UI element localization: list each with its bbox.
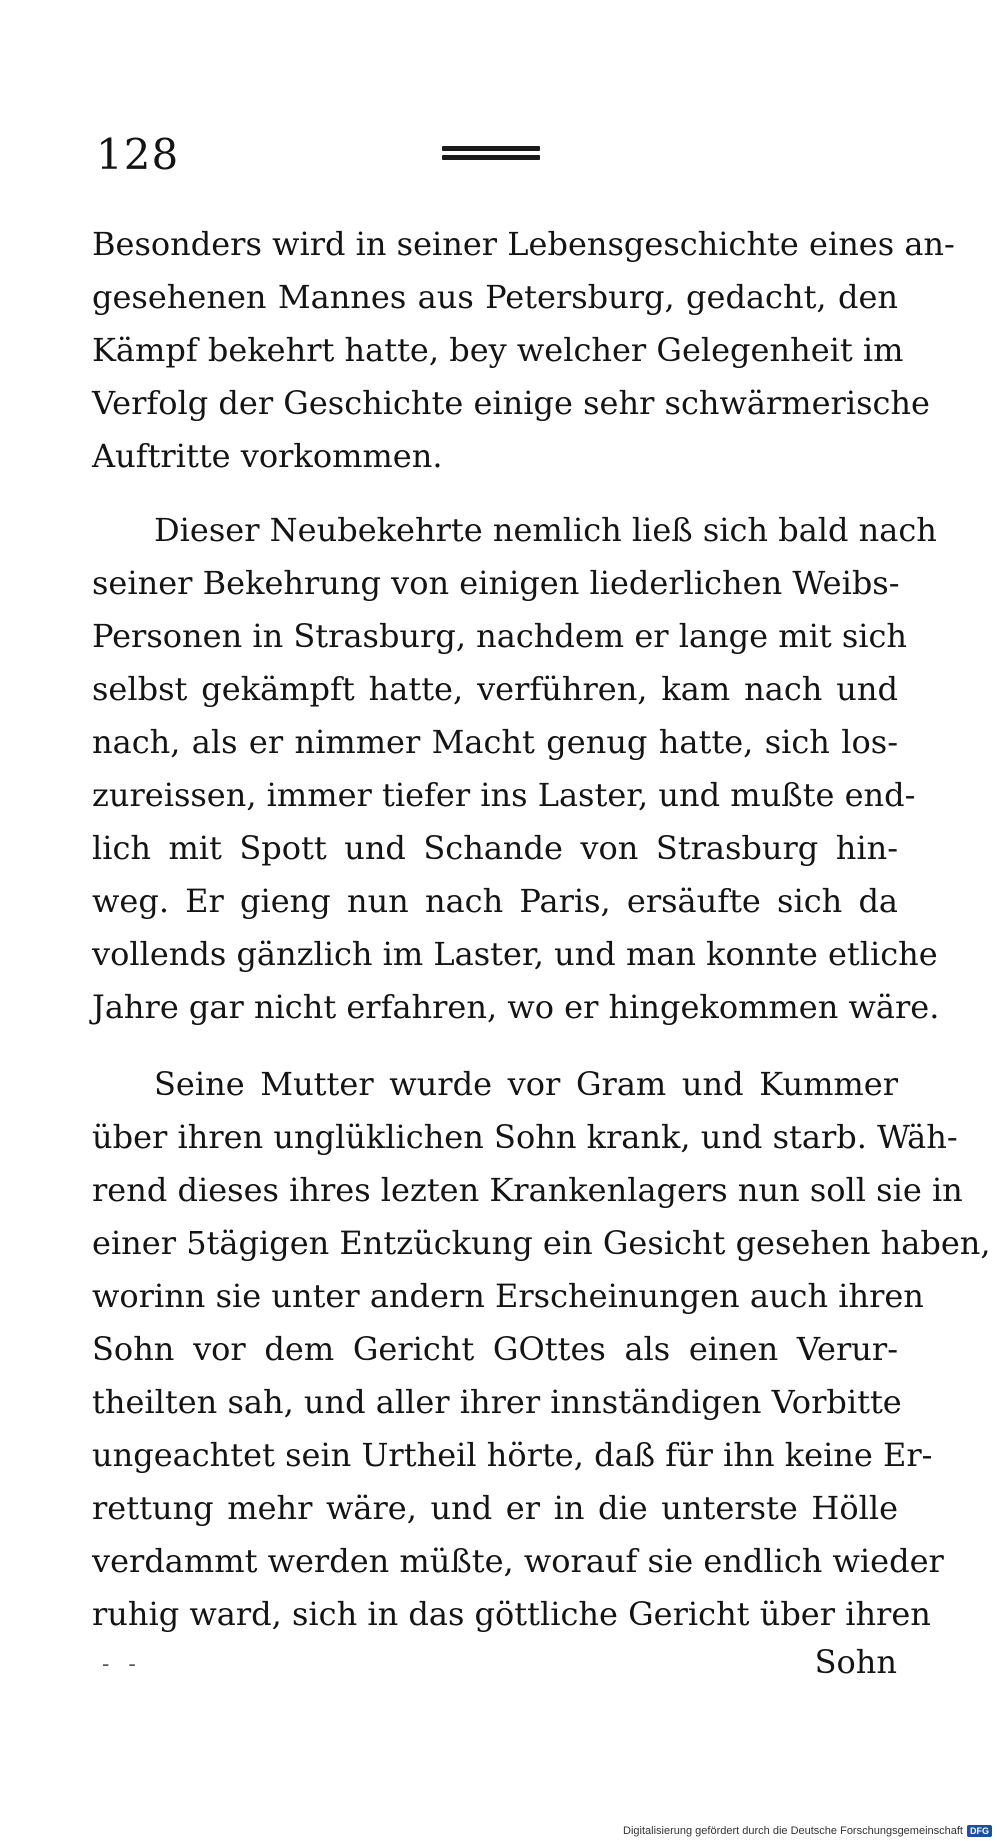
text-line: seiner Bekehrung von einigen liederlichen Weibs-	[92, 564, 900, 602]
header-rule-ornament	[442, 146, 540, 166]
text-line: theilten sah, und aller ihrer innständigen Vorbitte	[92, 1383, 902, 1421]
text-line: lich mit Spott und Schande von Strasburg hin-	[92, 829, 898, 867]
text-line: verdammt werden müßte, worauf sie endlich wieder	[92, 1542, 944, 1580]
text-line: Dieser Neubekehrte nemlich ließ sich bald nach	[154, 511, 937, 549]
digitization-credit	[623, 1825, 992, 1837]
page-number: 128	[96, 130, 180, 179]
text-line: Auftritte vorkommen.	[92, 437, 443, 475]
text-line: vollends gänzlich im Laster, und man konnte etliche	[92, 935, 938, 973]
text-line: worinn sie unter andern Erscheinungen auch ihren	[92, 1277, 924, 1315]
text-line: rettung mehr wäre, und er in die unterste Hölle	[92, 1489, 898, 1527]
paragraph-3	[92, 1058, 991, 1641]
text-line: ungeachtet sein Urtheil hörte, daß für ihn keine Er-	[92, 1436, 933, 1474]
text-line: Besonders wird in seiner Lebensgeschichte eines an-	[92, 225, 955, 263]
text-line: selbst gekämpft hatte, verführen, kam nach und	[92, 670, 898, 708]
text-line: weg. Er gieng nun nach Paris, ersäufte sich da	[92, 882, 898, 920]
text-line: gesehenen Mannes aus Petersburg, gedacht, den	[92, 278, 898, 316]
text-line: Seine Mutter wurde vor Gram und Kummer	[154, 1065, 898, 1103]
text-line: ruhig ward, sich in das göttliche Gericht über ihren	[92, 1595, 931, 1633]
text-line: zureissen, immer tiefer ins Laster, und mußte end-	[92, 776, 916, 814]
page-header	[96, 130, 896, 190]
text-line: Jahre gar nicht erfahren, wo er hingekommen wäre.	[92, 988, 940, 1026]
text-line: nach, als er nimmer Macht genug hatte, sich los-	[92, 723, 898, 761]
text-line: rend dieses ihres lezten Krankenlagers nun soll sie in	[92, 1171, 963, 1209]
credit-text: Digitalisierung gefördert durch die Deutsche Forschungsgemeinschaft	[623, 1825, 963, 1837]
text-line: einer 5tägigen Entzückung ein Gesicht gesehen haben,	[92, 1224, 991, 1262]
paragraph-2	[92, 504, 940, 1034]
text-line: über ihren unglüklichen Sohn krank, und starb. Wäh-	[92, 1118, 958, 1156]
text-line: Personen in Strasburg, nachdem er lange mit sich	[92, 617, 908, 655]
paragraph-1	[92, 218, 955, 483]
signature-mark: - -	[102, 1652, 142, 1677]
catchword: Sohn	[814, 1643, 897, 1681]
text-line: Sohn vor dem Gericht GOttes als einen Verur-	[92, 1330, 898, 1368]
text-line: Verfolg der Geschichte einige sehr schwärmerische	[92, 384, 930, 422]
text-line: Kämpf bekehrt hatte, bey welcher Gelegenheit im	[92, 331, 904, 369]
dfg-logo: DFG	[967, 1825, 992, 1837]
